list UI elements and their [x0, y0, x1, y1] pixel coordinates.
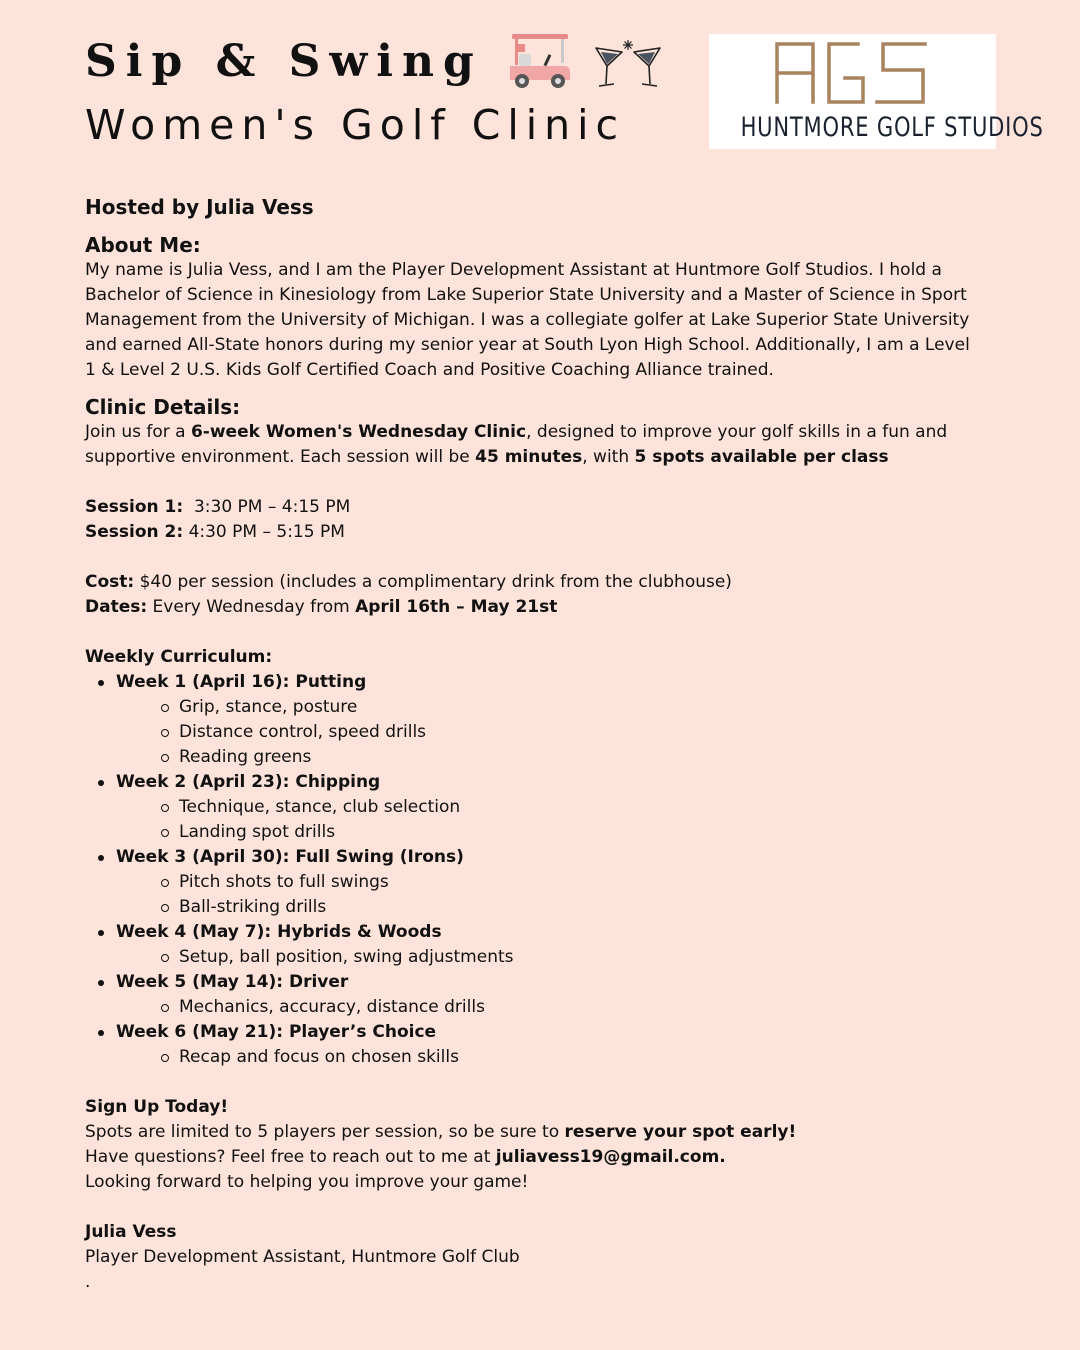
logo-wordmark: HUNTMORE GOLF STUDIOS: [740, 112, 1044, 143]
about-heading: About Me:: [85, 233, 201, 257]
signup-text: Have questions? Feel free to reach out to me at: [85, 1147, 496, 1167]
topic-item: Grip, stance, posture: [116, 695, 985, 720]
golf-cart-icon: [506, 32, 574, 90]
about-text: My name is Julia Vess, and I am the Player Development Assistant at Huntmore Golf Studios. I hold a Bachelor of Science in Kinesiology from Lake Superior State University and a Master of Science in Sport Management from the University of Michigan. I was a collegiate golfer at Lake Superior State University and earned All-State honors during my senior year at South Lyon High School. Additionally, I am a Level 1 & Level 2 U.S. Kids Golf Certified Coach and Positive Coaching Alliance trained.: [85, 260, 970, 380]
session-length-bold: 45 minutes: [475, 447, 583, 467]
curriculum-week: [85, 770, 985, 845]
topic-item: Setup, ball position, swing adjustments: [116, 945, 985, 970]
topic-item: Mechanics, accuracy, distance drills: [116, 995, 985, 1020]
cocktail-glasses-icon: [592, 38, 664, 90]
session-time: 3:30 PM – 4:15 PM: [183, 497, 351, 517]
signature-name: Julia Vess: [85, 1222, 177, 1242]
curriculum-heading: Weekly Curriculum:: [85, 647, 273, 667]
dates-text: Every Wednesday from: [147, 597, 356, 617]
topic-item: Recap and focus on chosen skills: [116, 1045, 985, 1070]
session-label: Session 1:: [85, 497, 184, 517]
week-topics: [116, 945, 985, 970]
week-topics: [116, 795, 985, 845]
topic-item: Pitch shots to full swings: [116, 870, 985, 895]
session-line: [85, 495, 985, 520]
curriculum-list: [85, 670, 985, 1070]
signup-line: [85, 1145, 985, 1170]
signature-role: Player Development Assistant, Huntmore Golf Club: [85, 1247, 520, 1267]
signup-line: [85, 1120, 985, 1145]
cost-line: [85, 570, 985, 595]
spacer: [85, 1070, 985, 1095]
spots-available-bold: 5 spots available per class: [634, 447, 889, 467]
topic-item: Reading greens: [116, 745, 985, 770]
topic-item: Distance control, speed drills: [116, 720, 985, 745]
spacer: [85, 545, 985, 570]
flyer-subtitle: Women's Golf Clinic: [85, 101, 626, 149]
spacer: [85, 470, 985, 495]
clinic-duration-bold: 6-week Women's Wednesday Clinic: [190, 422, 527, 442]
week-title: Week 6 (May 21): Player’s Choice: [116, 1022, 437, 1042]
week-topics: [116, 695, 985, 770]
clinic-intro-text: , designed to improve your golf skills in a fun and supportive environment. Each session will be: [85, 422, 948, 467]
curriculum-week: [85, 920, 985, 970]
signature-trailing-dot: .: [85, 1272, 91, 1292]
clinic-intro-text: Join us for a: [85, 422, 191, 442]
huntmore-golf-studios-logo: [709, 34, 1044, 149]
signup-closing: Looking forward to helping you improve your game!: [85, 1172, 529, 1192]
contact-email[interactable]: juliavess19@gmail.com.: [495, 1147, 726, 1167]
week-topics: [116, 870, 985, 920]
spacer: [85, 221, 985, 232]
flyer-body: [85, 193, 985, 1295]
clinic-intro: [85, 420, 985, 470]
clinic-heading: Clinic Details:: [85, 395, 241, 419]
curriculum-week: [85, 845, 985, 920]
session-time: 4:30 PM – 5:15 PM: [183, 522, 345, 542]
curriculum-week: [85, 670, 985, 770]
spacer: [85, 620, 985, 645]
topic-item: Technique, stance, club selection: [116, 795, 985, 820]
week-topics: [116, 1045, 985, 1070]
curriculum-week: [85, 1020, 985, 1070]
week-title: Week 4 (May 7): Hybrids & Woods: [116, 922, 442, 942]
week-title: Week 5 (May 14): Driver: [116, 972, 349, 992]
hosted-by: Hosted by Julia Vess: [85, 195, 314, 219]
cost-text: $40 per session (includes a complimentary drink from the clubhouse): [134, 572, 732, 592]
reserve-early-bold: reserve your spot early!: [564, 1122, 797, 1142]
topic-item: Landing spot drills: [116, 820, 985, 845]
dates-label: Dates:: [85, 597, 148, 617]
flyer-title: Sip & Swing: [85, 36, 483, 87]
week-title: Week 1 (April 16): Putting: [116, 672, 367, 692]
week-topics: [116, 995, 985, 1020]
hgs-monogram-logo: [773, 40, 933, 106]
spacer: [85, 383, 985, 394]
signup-text: Spots are limited to 5 players per session, so be sure to: [85, 1122, 565, 1142]
signup-heading: Sign Up Today!: [85, 1097, 229, 1117]
session-line: [85, 520, 985, 545]
spacer: [85, 1195, 985, 1220]
week-title: Week 2 (April 23): Chipping: [116, 772, 381, 792]
clinic-intro-text: , with: [582, 447, 635, 467]
session-label: Session 2:: [85, 522, 184, 542]
dates-range: April 16th – May 21st: [355, 597, 558, 617]
cost-label: Cost:: [85, 572, 135, 592]
week-title: Week 3 (April 30): Full Swing (Irons): [116, 847, 464, 867]
dates-line: [85, 595, 985, 620]
curriculum-week: [85, 970, 985, 1020]
topic-item: Ball-striking drills: [116, 895, 985, 920]
